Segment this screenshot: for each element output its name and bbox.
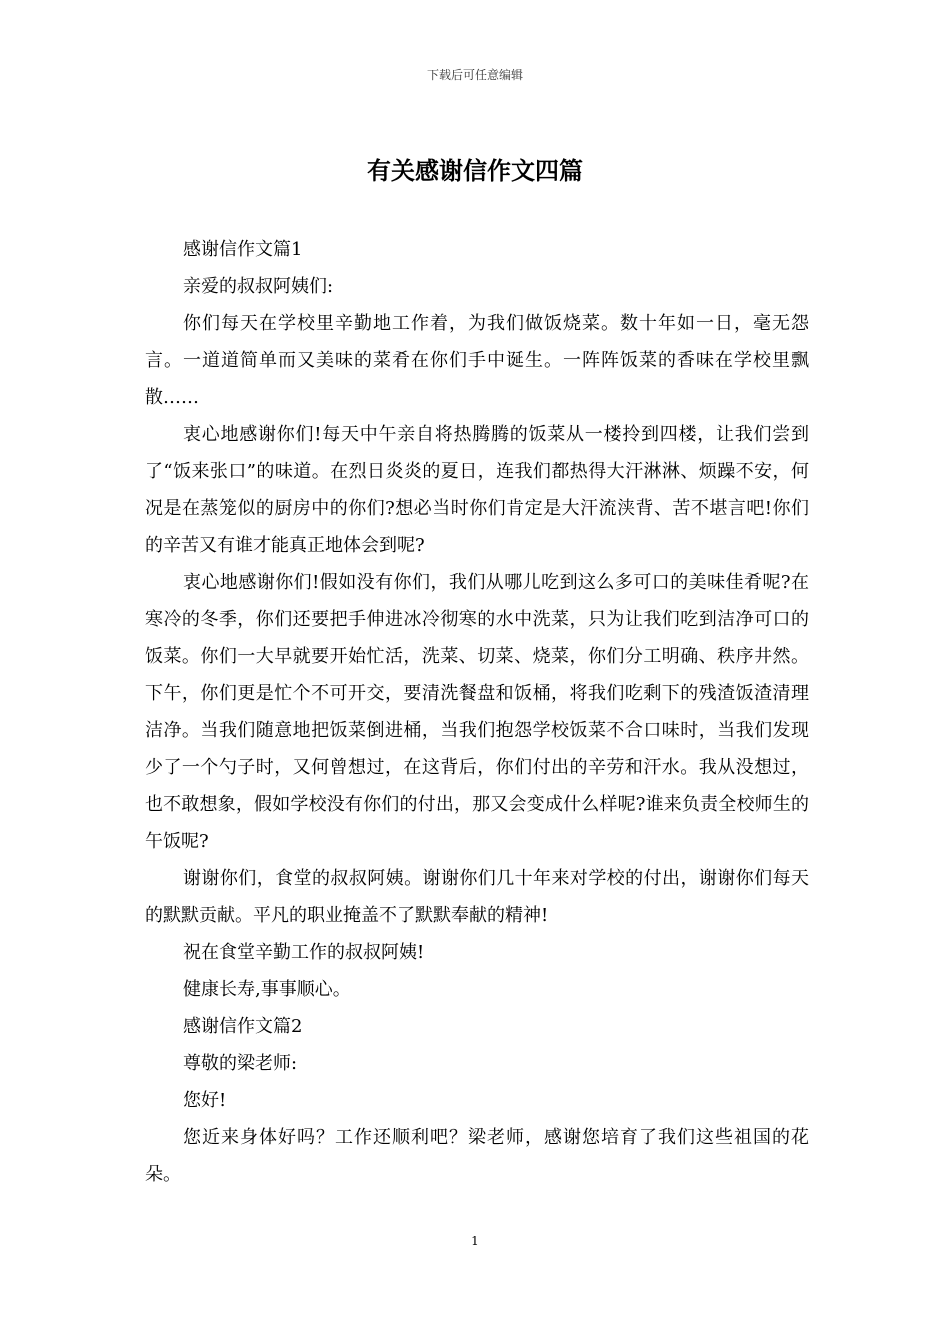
document-title: 有关感谢信作文四篇 (367, 156, 583, 185)
body-paragraph: 您近来身体好吗？工作还顺利吧？梁老师，感谢您培育了我们这些祖国的花朵。 (145, 1127, 809, 1185)
document-body (145, 231, 809, 1193)
letter-greeting: 您好! (183, 1090, 227, 1111)
letter-closing-wish: 祝在食堂辛勤工作的叔叔阿姨! (183, 942, 425, 963)
body-paragraph: 衷心地感谢你们!每天中午亲自将热腾腾的饭菜从一楼拎到四楼，让我们尝到了“饭来张口”的味道。在烈日炎炎的夏日，连我们都热得大汗淋淋、烦躁不安，何况是在蒸笼似的厨房中的你们?想必当时你们肯定是大汗流浃背、苦不堪言吧!你们的辛苦又有谁才能真正地体会到呢? (145, 424, 809, 556)
page-header: 下载后可任意编辑 (426, 68, 523, 82)
body-paragraph: 谢谢你们，食堂的叔叔阿姨。谢谢你们几十年来对学校的付出，谢谢你们每天的默默贡献。平凡的职业掩盖不了默默奉献的精神! (145, 868, 809, 926)
letter-salutation-1: 亲爱的叔叔阿姨们: (183, 276, 334, 297)
section-heading-2: 感谢信作文篇2 (183, 1016, 303, 1037)
body-paragraph: 衷心地感谢你们!假如没有你们，我们从哪儿吃到这么多可口的美味佳肴呢?在寒冷的冬季，你们还要把手伸进冰冷彻寒的水中洗菜，只为让我们吃到洁净可口的饭菜。你们一大早就要开始忙活，洗菜、切菜、烧菜，你们分工明确、秩序井然。下午，你们更是忙个不可开交，要清洗餐盘和饭桶，将我们吃剩下的残渣饭渣清理洁净。当我们随意地把饭菜倒进桶，当我们抱怨学校饭菜不合口味时，当我们发现少了一个勺子时，又何曾想过，在这背后，你们付出的辛劳和汗水。我从没想过，也不敢想象，假如学校没有你们的付出，那又会变成什么样呢?谁来负责全校师生的午饭呢? (145, 572, 809, 852)
page-number: 1 (471, 1234, 479, 1248)
letter-closing-blessing: 健康长寿,事事顺心。 (183, 979, 351, 1000)
letter-salutation-2: 尊敬的梁老师: (183, 1053, 298, 1074)
body-paragraph: 你们每天在学校里辛勤地工作着，为我们做饭烧菜。数十年如一日，毫无怨言。一道道简单而又美味的菜肴在你们手中诞生。一阵阵饭菜的香味在学校里飘散…… (145, 313, 809, 408)
section-heading-1: 感谢信作文篇1 (183, 239, 303, 260)
